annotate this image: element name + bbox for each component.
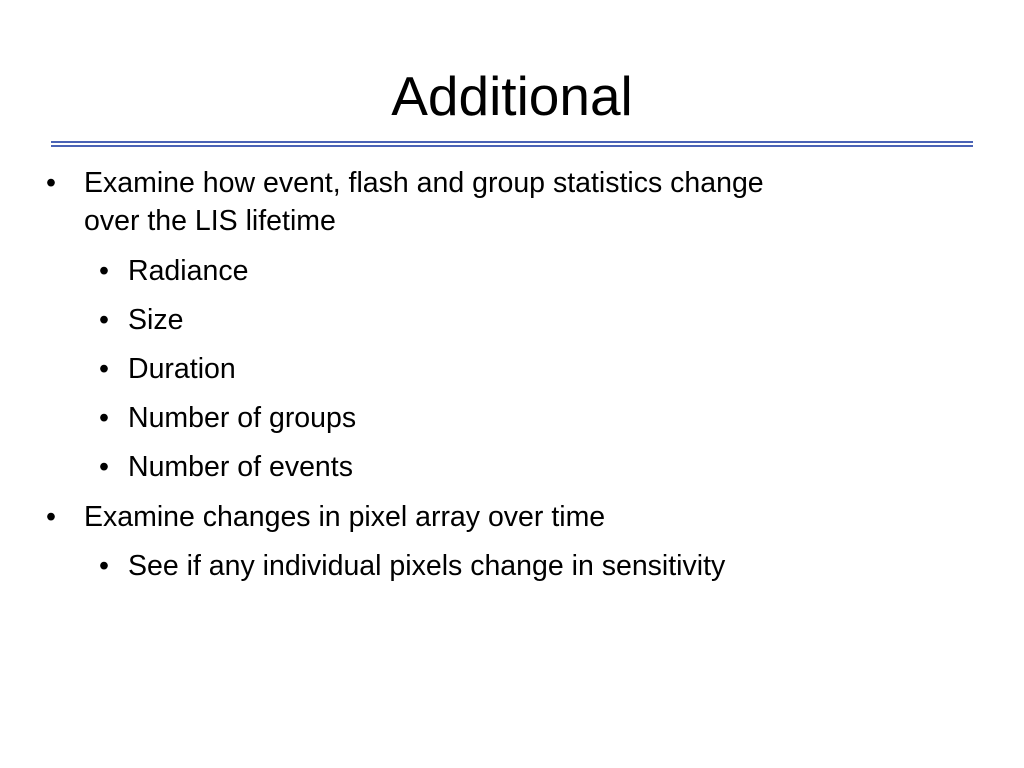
bullet-text-line: Examine how event, flash and group statistics change	[84, 167, 764, 199]
sub-bullet-item	[99, 448, 353, 486]
bullet-text-line: Duration	[128, 353, 236, 385]
bullet-text-line: Examine changes in pixel array over time	[84, 501, 606, 533]
bullet-dot: •	[46, 167, 56, 199]
bullet-text-line: Size	[128, 304, 184, 336]
bullet-text-line: over the LIS lifetime	[84, 205, 336, 237]
bullet-text-line: Radiance	[128, 255, 249, 287]
bullet-text-line: Number of groups	[128, 402, 357, 434]
bullet-text-line: Number of events	[128, 451, 353, 483]
bullet-text-line: See if any individual pixels change in sensitivity	[128, 550, 726, 582]
sub-bullet-item	[99, 350, 236, 388]
sub-bullet-item	[99, 399, 357, 437]
bullet-dot: •	[99, 402, 109, 434]
bullet-dot: •	[99, 353, 109, 385]
sub-bullet-item	[99, 252, 249, 290]
sub-bullet-item	[99, 547, 726, 585]
bullet-dot: •	[99, 550, 109, 582]
bullet-dot: •	[99, 304, 109, 336]
slide-title: Additional	[391, 65, 633, 127]
bullet-dot: •	[99, 255, 109, 287]
sub-bullet-item	[99, 301, 184, 339]
bullet-dot: •	[46, 501, 56, 533]
bullet-item	[46, 164, 764, 240]
bullet-dot: •	[99, 451, 109, 483]
bullet-item	[46, 498, 606, 536]
